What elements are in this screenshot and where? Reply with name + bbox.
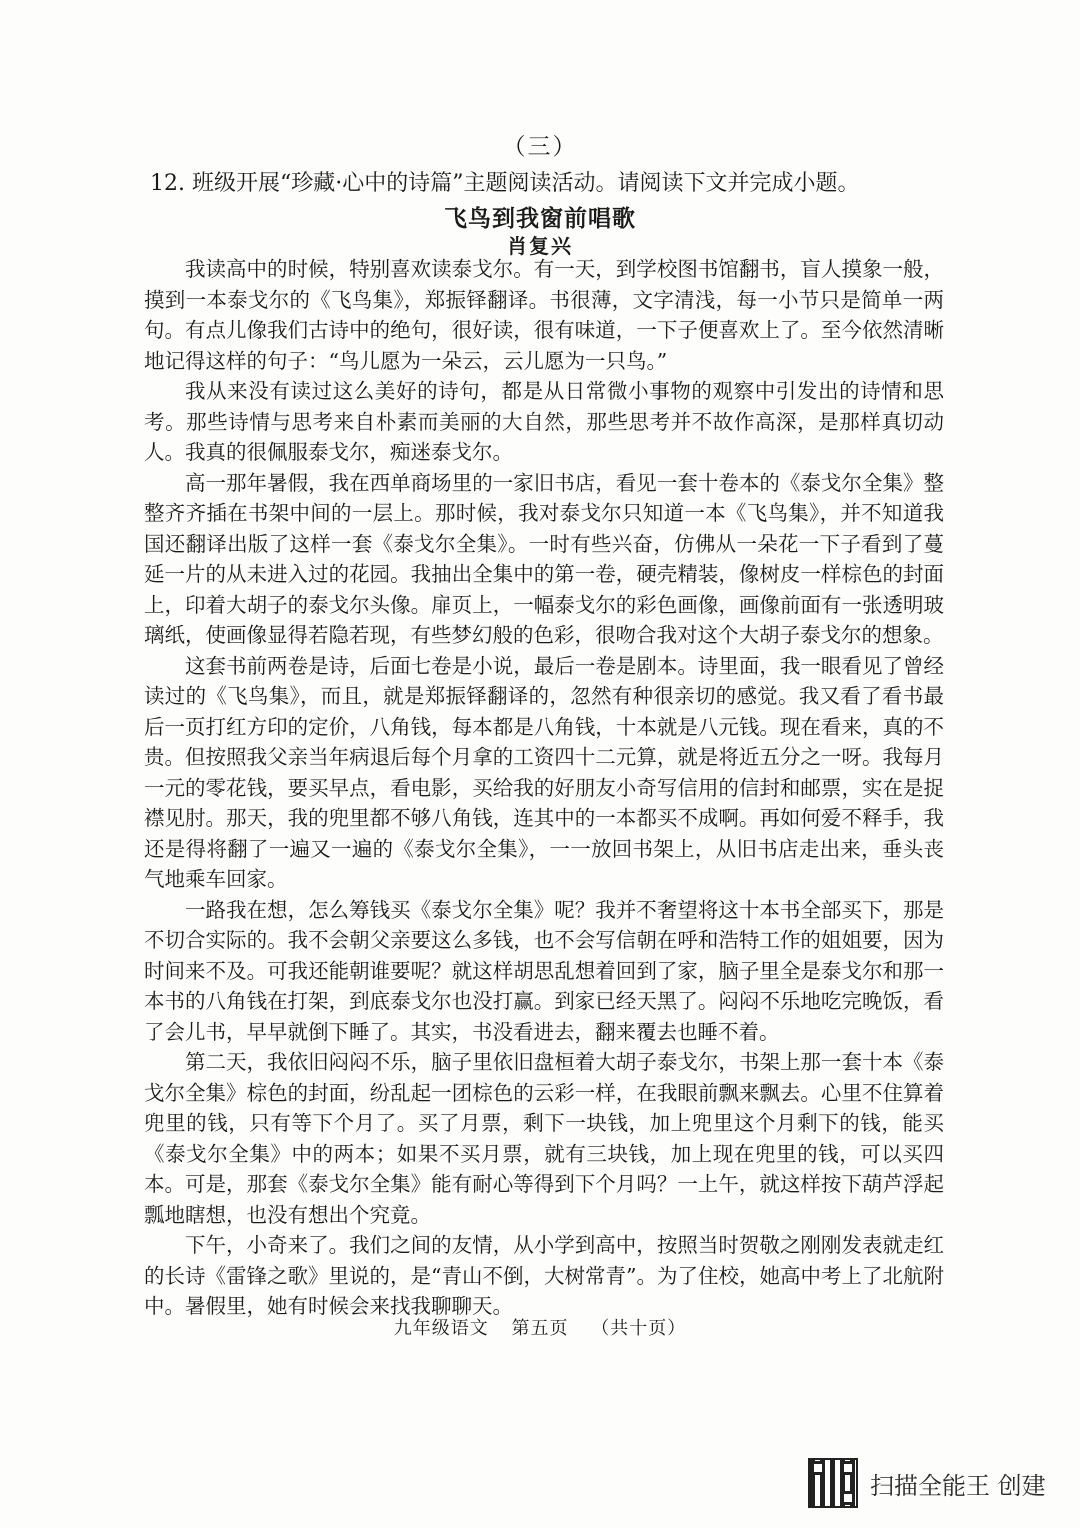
paragraph: 我从来没有读过这么美好的诗句，都是从日常微小事物的观察中引发出的诗情和思考。那些诗情与思考来自朴素而美丽的大自然，那些思考并不故作高深，是那样真切动人。我真的很佩服泰戈尔，痴迷泰戈尔。: [144, 379, 944, 464]
paragraph: 我读高中的时候，特别喜欢读泰戈尔。有一天，到学校图书馆翻书，盲人摸象一般，摸到一本泰戈尔的《飞鸟集》，郑振铎翻译。书很薄，文字清浅，每一小节只是简单一两句。有点儿像我们古诗中的绝句，很好读，很有味道，一下子便喜欢上了。至今依然清晰地记得这样的句子：“鸟儿愿为一朵云，云儿愿为一只鸟。”: [144, 257, 944, 373]
section-label: （三）: [502, 134, 578, 160]
page-footer: [0, 1314, 1080, 1340]
question-prompt: 12. 班级开展“珍藏·心中的诗篇”主题阅读活动。请阅读下文并完成小题。: [150, 171, 860, 196]
qr-code-icon: [808, 1458, 858, 1508]
paragraph: 高一那年暑假，我在西单商场里的一家旧书店，看见一套十卷本的《泰戈尔全集》整整齐齐插在书架中间的一层上。那时候，我对泰戈尔只知道一本《飞鸟集》，并不知道我国还翻译出版了这样一套《泰戈尔全集》。一时有些兴奋，仿佛从一朵花一下子看到了蔓延一片的从未进入过的花园。我抽出全集中的第一卷，硬壳精装，像树皮一样棕色的封面上，印着大胡子的泰戈尔头像。扉页上，一幅泰戈尔的彩色画像，画像前面有一张透明玻璃纸，使画像显得若隐若现，有些梦幻般的色彩，很吻合我对这个大胡子泰戈尔的想象。: [144, 470, 944, 647]
footer-page-number: 第五页: [511, 1318, 569, 1339]
article-author: 肖复兴: [507, 234, 573, 258]
article-title: 飞鸟到我窗前唱歌: [444, 205, 636, 232]
paragraph: 第二天，我依旧闷闷不乐，脑子里依旧盘桓着大胡子泰戈尔，书架上那一套十本《泰戈尔全集》棕色的封面，纷乱起一团棕色的云彩一样，在我眼前飘来飘去。心里不住算着兜里的钱，只有等下个月了。买了月票，剩下一块钱，加上兜里这个月剩下的钱，能买《泰戈尔全集》中的两本；如果不买月票，就有三块钱，加上现在兜里的钱，可以买四本。可是，那套《泰戈尔全集》能有耐心等得到下个月吗？一上午，就这样按下葫芦浮起瓢地瞎想，也没有想出个究竟。: [144, 1050, 944, 1227]
footer-total-pages: （共十页）: [591, 1318, 687, 1339]
paragraph: 这套书前两卷是诗，后面七卷是小说，最后一卷是剧本。诗里面，我一眼看见了曾经读过的《飞鸟集》，而且，就是郑振铎翻译的，忽然有种很亲切的感觉。我又看了看书最后一页打红方印的定价，八角钱，每本都是八角钱，十本就是八元钱。现在看来，真的不贵。但按照我父亲当年病退后每个月拿的工资四十二元算，就是将近五分之一呀。我每月一元的零花钱，要买早点，看电影，买给我的好朋友小奇写信用的信封和邮票，实在是捉襟见肘。那天，我的兜里都不够八角钱，连其中的一本都买不成啊。再如何爱不释手，我还是得将翻了一遍又一遍的《泰戈尔全集》，一一放回书架上，从旧书店走出来，垂头丧气地乘车回家。: [144, 653, 944, 891]
scanner-watermark: [808, 1455, 1058, 1511]
watermark-text: 扫描全能王 创建: [870, 1471, 1046, 1500]
paragraph: 下午，小奇来了。我们之间的友情，从小学到高中，按照当时贺敬之刚刚发表就走红的长诗《雷锋之歌》里说的，是“青山不倒，大树常青”。为了住校，她高中考上了北航附中。暑假里，她有时候会来找我聊聊天。: [144, 1233, 944, 1318]
paragraph: 一路我在想，怎么筹钱买《泰戈尔全集》呢？我并不奢望将这十本书全部买下，那是不切合实际的。我不会朝父亲要这么多钱，也不会写信朝在呼和浩特工作的姐姐要，因为时间来不及。可我还能朝谁要呢？就这样胡思乱想着回到了家，脑子里全是泰戈尔和那一本书的八角钱在打架，到底泰戈尔也没打赢。到家已经天黑了。闷闷不乐地吃完晚饭，看了会儿书，早早就倒下睡了。其实，书没看进去，翻来覆去也睡不着。: [144, 897, 944, 1044]
article-body: [144, 254, 944, 1322]
footer-subject: 九年级语文: [393, 1318, 489, 1339]
